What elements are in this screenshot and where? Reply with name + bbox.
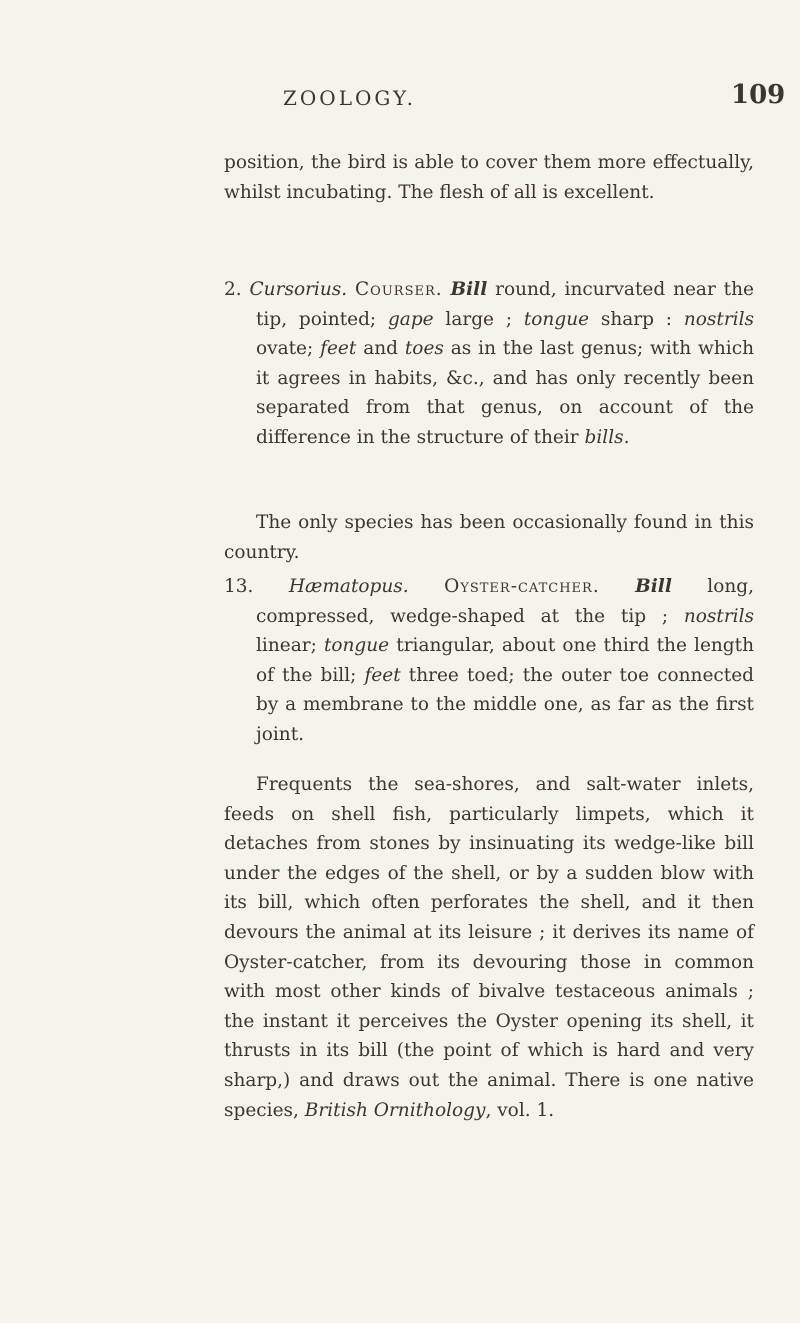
running-title: ZOOLOGY. — [283, 86, 416, 110]
common-name: Courser. — [355, 279, 443, 300]
text-run: as in the last genus; with which it agrees in habits, &c., and has only recently been separated from that genus, on account of the difference in the structure of their — [256, 338, 754, 448]
genus-name: Cursorius. — [249, 279, 348, 300]
paragraph-text: position, the bird is able to cover them more effectually, whilst incubating. The flesh of all is excellent. — [224, 152, 754, 203]
term-tongue: tongue — [323, 635, 390, 657]
entry-text — [224, 275, 754, 453]
text-run: linear; — [256, 635, 324, 657]
term-bill: Bill — [635, 576, 672, 597]
page-header — [0, 78, 800, 118]
term-bills: bills — [584, 426, 624, 448]
term-toes: toes — [404, 338, 444, 360]
entry-number: 13. — [224, 576, 254, 597]
text-run: sharp : — [589, 308, 684, 330]
genus-name: Hæmatopus. — [288, 576, 409, 597]
text-run: long, compressed, wedge-shaped at the tip ; — [256, 576, 754, 627]
paragraph-plover-continuation — [224, 148, 754, 207]
term-feet: feet — [320, 338, 357, 360]
reference-title: British Ornithology — [304, 1099, 486, 1121]
term-tongue: tongue — [523, 308, 590, 330]
term-feet: feet — [364, 664, 401, 686]
page-number: 109 — [731, 80, 786, 110]
text-run: round, incurvated near the tip, pointed; — [256, 279, 754, 330]
text-run: , vol. 1. — [485, 1099, 555, 1121]
paragraph-text: The only species has been occasionally found in this country. — [224, 512, 754, 563]
entry-number: 2. — [224, 279, 242, 300]
entry-cursorius — [224, 275, 754, 453]
text-run: ovate; — [256, 338, 321, 360]
text-run: Frequents the sea-shores, and salt-water inlets, feeds on shell fish, particularly limpets, which it detaches from stones by insinuating its wedge-like bill under the edges of the shell, or by a sudden blow with its bill, which often perforates the shell, and it then devours the animal at its leisure ; it derives its name of Oyster-catcher, from its devouring those in common with most other kinds of bivalve testaceous animals ; the instant it perceives the Oyster opening its shell, it thrusts in its bill (the point of which is hard and very sharp,) and draws out the animal. There is one native species, — [224, 774, 754, 1121]
term-nostrils: nostrils — [683, 308, 754, 330]
text-run: and — [356, 338, 405, 360]
text-run: . — [623, 426, 630, 448]
text-run: large ; — [433, 308, 524, 330]
entry-text — [224, 572, 754, 750]
text-run: three toed; the outer toe connected by a membrane to the middle one, as far as the first joint. — [256, 664, 755, 745]
paragraph-text — [224, 770, 754, 1125]
term-nostrils: nostrils — [683, 605, 754, 627]
term-gape: gape — [387, 308, 434, 330]
paragraph-courser-species — [224, 508, 754, 567]
entry-haematopus — [224, 572, 754, 750]
term-bill: Bill — [450, 279, 488, 300]
text-run: triangular, about one third the length of the bill; — [256, 635, 754, 686]
paragraph-oystercatcher-habits — [224, 770, 754, 1125]
common-name: Oyster-catcher. — [444, 576, 600, 597]
